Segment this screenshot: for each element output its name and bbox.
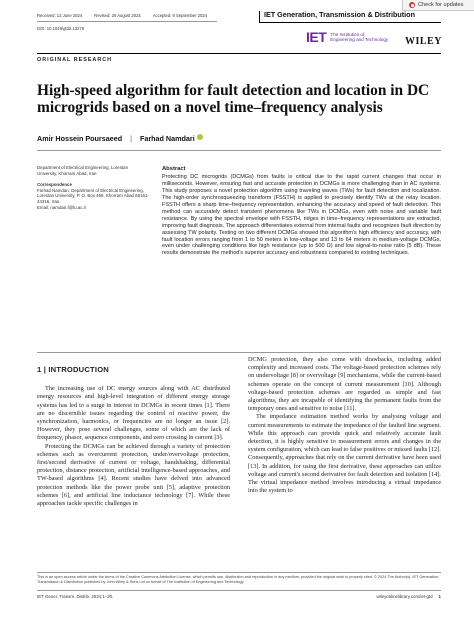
iet-logo-mark: IET xyxy=(306,29,327,45)
author-1[interactable]: Amir Hossein Poursaeed xyxy=(37,134,123,143)
received-date: Received: 13 June 2024 xyxy=(37,13,83,18)
correspondence-email[interactable]: Email: namdari.f@lu.ac.ir xyxy=(37,204,87,210)
body-column-left xyxy=(37,366,230,508)
intro-paragraph-4: The impedance estimation method works by analysing voltage and current measurements to estimate the impedance of the faulted line segment. While this approach can provide quick and relatively accurate fault detection, it is highly sensitive to measurement errors and changes in the system configuration, which can lead to false positives or missed faults [12]. Consequently, approaches that rely on the current derivative have been used [13]. In addition, for using the first derivative, these approaches can utilize voltage and current's second derivative for fault detection and isolation [14]. The virtual impedance method involves introducing a virtual impedance into the system to xyxy=(248,413,441,495)
correspondence-text: Farhad Namdari, Department of Electrical Engineering, Lorestan University, P. O. Box 465, Khorram Abad 68151-44316, Iran. xyxy=(37,187,149,204)
journal-title[interactable]: IET Generation, Transmission & Distribution xyxy=(259,11,441,23)
crossmark-icon xyxy=(409,2,415,8)
author-separator: | xyxy=(130,134,132,143)
intro-paragraph-2: Protecting the DCMGs can be achieved through a variety of protection schemes such as overcurrent protection, under/overvoltage protection, first/second derivative of current or voltage, handshaking, differential protection, distance protection, artificial intelligence-based approaches, and TW-based algorithms [4]. Recent studies have delved into advanced protection methods like the power probe unit [5], adaptive protection schemes [6], and artificial line inductance technology [7]. While these approaches tackle specific challenges in xyxy=(37,442,230,508)
abstract xyxy=(162,166,441,257)
affiliation-dept: Department of Electrical Engineering, Lorestan University, Khorram Abad, Iran xyxy=(37,165,129,176)
citation: IET Gener. Transm. Distrib. 2024;1–20. xyxy=(37,594,114,599)
section-divider xyxy=(37,352,441,353)
correspondence-label: Correspondence xyxy=(37,182,72,188)
iet-logo-line1: The Institution of xyxy=(330,31,365,37)
page-number: 1 xyxy=(438,594,441,599)
article-title: High-speed algorithm for fault detection and location in DC microgrids based on a novel time–frequency analysis xyxy=(37,82,430,116)
abstract-label: Abstract xyxy=(162,166,186,172)
journal-url[interactable]: wileyonlinelibrary.com/iet-gtd xyxy=(376,594,433,599)
page-footer xyxy=(37,590,441,599)
iet-logo-text xyxy=(330,32,388,43)
section-label: ORIGINAL RESEARCH xyxy=(37,53,441,63)
doi[interactable]: DOI: 10.1049/gtd2.13276 xyxy=(37,26,85,31)
article-dates xyxy=(37,13,217,31)
intro-paragraph-1: The increasing use of DC energy sources along with AC distributed energy resources and high-level integration of different energy storage systems has led to a surge in interest in DCMGs in recent times [1]. There are no discernible issues regarding the control of reactive power, the synchronization, harmonics, or frequencies are no longer an issue [2]. However, they pose several challenges, some of which are the lack of frequency, phasor, sequence components, and zero crossing in current [3]. xyxy=(37,385,230,442)
body-column-right xyxy=(248,356,441,495)
affiliation-block xyxy=(37,165,149,210)
wiley-logo[interactable]: WILEY xyxy=(405,36,442,47)
iet-logo-line2: Engineering and Technology xyxy=(330,37,389,42)
accepted-date: Accepted: 9 September 2024 xyxy=(152,13,207,18)
intro-heading: 1 | INTRODUCTION xyxy=(37,365,109,374)
author-2[interactable]: Farhad Namdari xyxy=(139,134,195,143)
intro-paragraph-3: DCMG protection, they also come with drawbacks, including added complexity and increased costs. The voltage-based protection schemes rely on undervoltage [8] or overvoltage [9] mechanisms, while the current-based schemes operate on the concept of current measurement [10]. Although voltage-based protection schemes are regarded as simple and fast algorithms, they are incapable of identifying the permanent faults from the temporary ones and sensitive to noise [11]. xyxy=(248,356,441,413)
iet-logo[interactable] xyxy=(306,29,388,45)
check-updates-label: Check for updates xyxy=(418,2,464,8)
license-footnote: This is an open access article under the terms of the Creative Commons Attribution License, which permits use, distribution and reproduction in any medium, provided the original work is properly cited. © 2024 The Author(s). IET Generation, Transmission & Distribution published by John Wiley & Sons Ltd on behalf of The Institution of Engineering and Technology. xyxy=(37,572,441,585)
abstract-text: Protecting DC microgrids (DCMGs) from faults is critical due to the rapid current changes that occur in milliseconds. However, ensuring fast and accurate protection in DCMGs is more challenging than in AC systems. This study proposes a novel protection algorithm using traveling waves (TWs) for fault detection and localization. The high-order synchrosqueezing transform (FSSTH) is applied to precisely identify TWs at the relay location. FSSTH offers a sharp time–frequency representation, enhancing the accuracy and speed of fault detection. This method can accurately detect transient phenomena like TWs in DCMGs, even with noise and variable fault resistance. By using the spectral envelope with FSSTH, ridges in time–frequency representations are extracted, improving fault diagnosis. The approach differentiates external from internal faults and recognizes fault direction by assessing TW polarity. Testing on two different DCMGs showed this algorithm's high efficiency and accuracy, with fault location errors ranging from 1 to 50 meters in low-voltage and 13 to 64 meters in medium-voltage DCMGs, even under challenging conditions like high resistance (up to 500 Ω) and low signal-to-noise ratio (5 dB). These results demonstrate the method's superior accuracy and robustness compared to existing techniques. xyxy=(162,173,441,257)
revised-date: Revised: 26 August 2024 xyxy=(94,13,141,18)
author-list xyxy=(37,134,441,151)
orcid-icon[interactable] xyxy=(197,134,203,140)
